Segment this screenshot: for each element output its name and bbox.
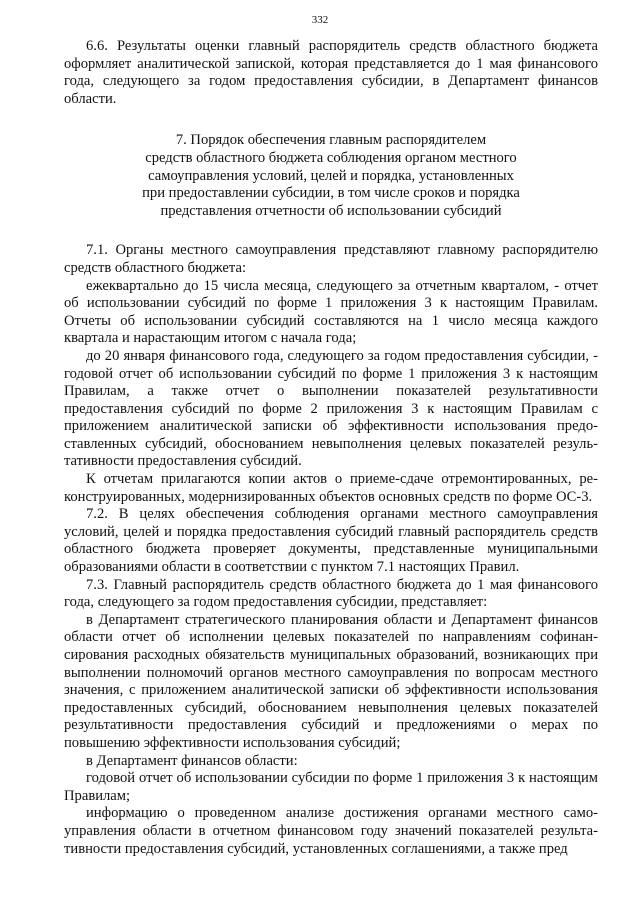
heading-line: представления отчетности об использовании субсидий (160, 202, 502, 219)
paragraph-annual-usage-report: годовой отчет об использовании субсидии по форме 1 приложения 3 к настоящим Правилам; (64, 770, 598, 804)
paragraph-acts-copies: К отчетам прилагаются копии актов о приеме-сдаче отремонтированных, реконструированных, модернизированных объектов основных средств по форме ОС-3. (64, 471, 598, 505)
heading-line: при предоставлении субсидии, в том числе сроков и порядка (142, 185, 520, 202)
paragraph-7-3: 7.3. Главный распорядитель средств областного бюджета до 1 мая финансового года, следующего за годом предоставления субсидии, представляет: (64, 576, 598, 611)
section-7-heading (64, 132, 598, 220)
heading-line: средств областного бюджета соблюдения органом местного (145, 149, 517, 166)
document-body (64, 38, 598, 858)
heading-line: самоуправления условий, целей и порядка, установленных (148, 167, 514, 184)
paragraph-7-2: 7.2. В целях обеспечения соблюдения органами местного самоуправления условий, целей и порядка предоставления субсидий главный распорядитель средств областного бюджета проверяет документы, представленные муниципальными образованиями области в соответствии с пунктом 7.1 настоящих Правил. (64, 506, 598, 576)
heading-line: 7. Порядок обеспечения главным распорядителем (175, 132, 487, 149)
paragraph-7-1: 7.1. Органы местного самоуправления представляют главному распорядителю средств областного бюджета: (64, 242, 598, 276)
paragraph-annual-report: до 20 января финансового года, следующего за годом предоставления субсидии, - годовой отчет об использовании субсидий по форме 1 приложения 3 к настоящим Правилам, а также отчет о выполнении показателей результативности предоставления субсидий по форме 2 приложения 3 к настоящим Правилам с приложением аналитической записки об эффективности использования предоставленных субсидий, обоснованием невыполнения целевых показателей результативности предоставления субсидий. (64, 347, 598, 470)
paragraph-quarterly-report: ежеквартально до 15 числа месяца, следующего за отчетным кварталом, - отчет об использовании субсидий по форме 1 приложения 3 к настоящим Правилам. Отчеты об использовании субсидий составляются на 1 число месяца каждого квартала и нарастающим итогом с начала года; (64, 277, 598, 347)
page-number: 332 (311, 14, 329, 26)
paragraph-finance-department: в Департамент финансов области: (86, 752, 298, 769)
paragraph-analysis-info: информацию о проведенном анализе достижения органами местного самоуправления области в отчетном финансовом году значений показателей результативности предоставления субсидий, установленных соглашениями, а также пред (64, 805, 598, 857)
paragraph-6-6: 6.6. Результаты оценки главный распорядитель средств областного бюджета оформляет аналитической запиской, которая представляется до 1 мая финансового года, следующего за годом предоставления субсидии, в Департамент финансов области. (64, 38, 598, 107)
paragraph-strategic-planning: в Департамент стратегического планирования области и Департамент финансов области отчет об исполнении целевых показателей по направлениям софинансирования расходных обязательств муниципальных образований, возникающих при выполнении полномочий органов местного самоуправления по вопросам местного значения, с приложением аналитической записки об эффективности использования предоставленных субсидий, обоснованием невыполнения целевых показателей результативности предоставления субсидий и предложениями о мерах по повышению эффективности использования субсидий; (64, 611, 598, 751)
